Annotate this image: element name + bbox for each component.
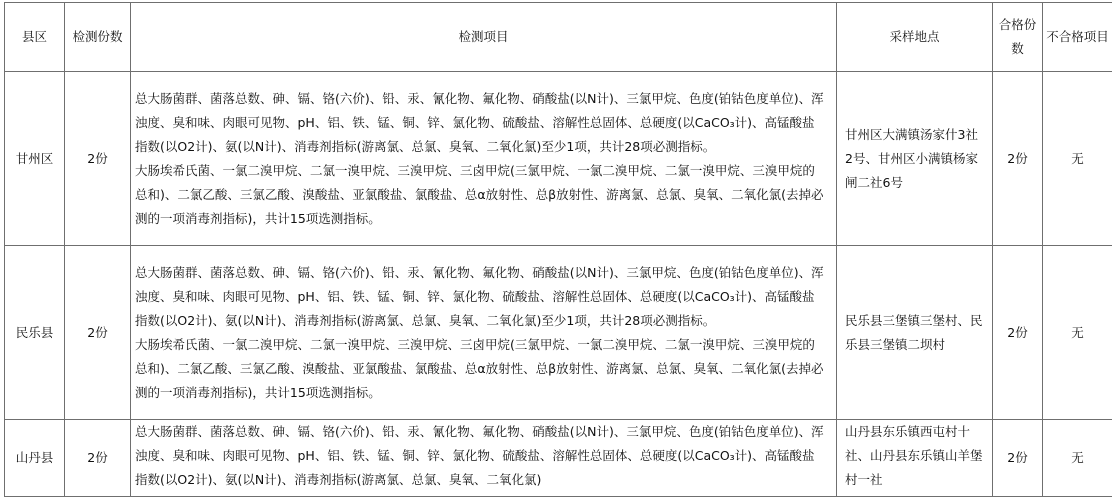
- water-quality-table: [4, 2, 1112, 497]
- cell-site: 甘州区大满镇汤家什3社2号、甘州区小满镇杨家闸二社6号: [837, 72, 993, 246]
- header-pass: 合格份数: [993, 3, 1043, 72]
- cell-test-count: 2份: [65, 246, 131, 420]
- header-fail-items: 不合格项目: [1043, 3, 1113, 72]
- cell-test-count: 2份: [65, 420, 131, 497]
- table-row: [5, 72, 1113, 246]
- cell-county: 山丹县: [5, 420, 65, 497]
- cell-items: [131, 72, 837, 246]
- required-items-text: 总大肠菌群、菌落总数、砷、镉、铬(六价)、铅、汞、氰化物、氟化物、硝酸盐(以N计)、三氯甲烷、色度(铂钴色度单位)、浑浊度、臭和味、肉眼可见物、pH、铝、铁、锰、铜、锌、氯化物、硫酸盐、溶解性总固体、总硬度(以CaCO₃计)、高锰酸盐指数(以O2计)、氨(以N计)、消毒剂指标(游离氯、总氯、臭氧、二氧化氯)至少1项，共计28项必测指标。: [135, 90, 824, 154]
- required-items-text: 总大肠菌群、菌落总数、砷、镉、铬(六价)、铅、汞、氰化物、氟化物、硝酸盐(以N计)、三氯甲烷、色度(铂钴色度单位)、浑浊度、臭和味、肉眼可见物、pH、铝、铁、锰、铜、锌、氯化物、硫酸盐、溶解性总固体、总硬度(以CaCO₃计)、高锰酸盐指数(以O2计)、氨(以N计)、消毒剂指标(游离氯、总氯、臭氧、二氧化氯)至少1项，共计28项必测指标。: [135, 264, 824, 328]
- cell-fail-items: 无: [1043, 246, 1113, 420]
- optional-items-text: 大肠埃希氏菌、一氯二溴甲烷、二氯一溴甲烷、三溴甲烷、三卤甲烷(三氯甲烷、一氯二溴甲烷、二氯一溴甲烷、三溴甲烷的总和)、二氯乙酸、三氯乙酸、溴酸盐、亚氯酸盐、氯酸盐、总α放射性、总β放射性、游离氯、总氯、臭氧、二氧化氯(去掉必测的一项消毒剂指标)，共计15项选测指标。: [135, 336, 824, 400]
- cell-county: 民乐县: [5, 246, 65, 420]
- cell-items: [131, 246, 837, 420]
- table-row: [5, 246, 1113, 420]
- cell-items: [131, 420, 837, 497]
- cell-fail-items: 无: [1043, 72, 1113, 246]
- table-header-row: [5, 3, 1113, 72]
- header-county: 县区: [5, 3, 65, 72]
- cell-site: 山丹县东乐镇西屯村十社、山丹县东乐镇山羊堡村一社: [837, 420, 993, 497]
- table-row: [5, 420, 1113, 497]
- header-items: 检测项目: [131, 3, 837, 72]
- cell-pass: 2份: [993, 246, 1043, 420]
- document-sheet: [4, 2, 1112, 498]
- cell-pass: 2份: [993, 72, 1043, 246]
- header-site: 采样地点: [837, 3, 993, 72]
- required-items-text: 总大肠菌群、菌落总数、砷、镉、铬(六价)、铅、汞、氰化物、氟化物、硝酸盐(以N计)、三氯甲烷、色度(铂钴色度单位)、浑浊度、臭和味、肉眼可见物、pH、铝、铁、锰、铜、锌、氯化物、硫酸盐、溶解性总固体、总硬度(以CaCO₃计)、高锰酸盐指数(以O2计)、氨(以N计)、消毒剂指标(游离氯、总氯、臭氧、二氧化氯): [135, 424, 824, 487]
- cell-test-count: 2份: [65, 72, 131, 246]
- cell-pass: 2份: [993, 420, 1043, 497]
- header-test-count: 检测份数: [65, 3, 131, 72]
- cell-county: 甘州区: [5, 72, 65, 246]
- optional-items-text: 大肠埃希氏菌、一氯二溴甲烷、二氯一溴甲烷、三溴甲烷、三卤甲烷(三氯甲烷、一氯二溴甲烷、二氯一溴甲烷、三溴甲烷的总和)、二氯乙酸、三氯乙酸、溴酸盐、亚氯酸盐、氯酸盐、总α放射性、总β放射性、游离氯、总氯、臭氧、二氧化氯(去掉必测的一项消毒剂指标)，共计15项选测指标。: [135, 162, 824, 226]
- cell-site: 民乐县三堡镇三堡村、民乐县三堡镇二坝村: [837, 246, 993, 420]
- cell-fail-items: 无: [1043, 420, 1113, 497]
